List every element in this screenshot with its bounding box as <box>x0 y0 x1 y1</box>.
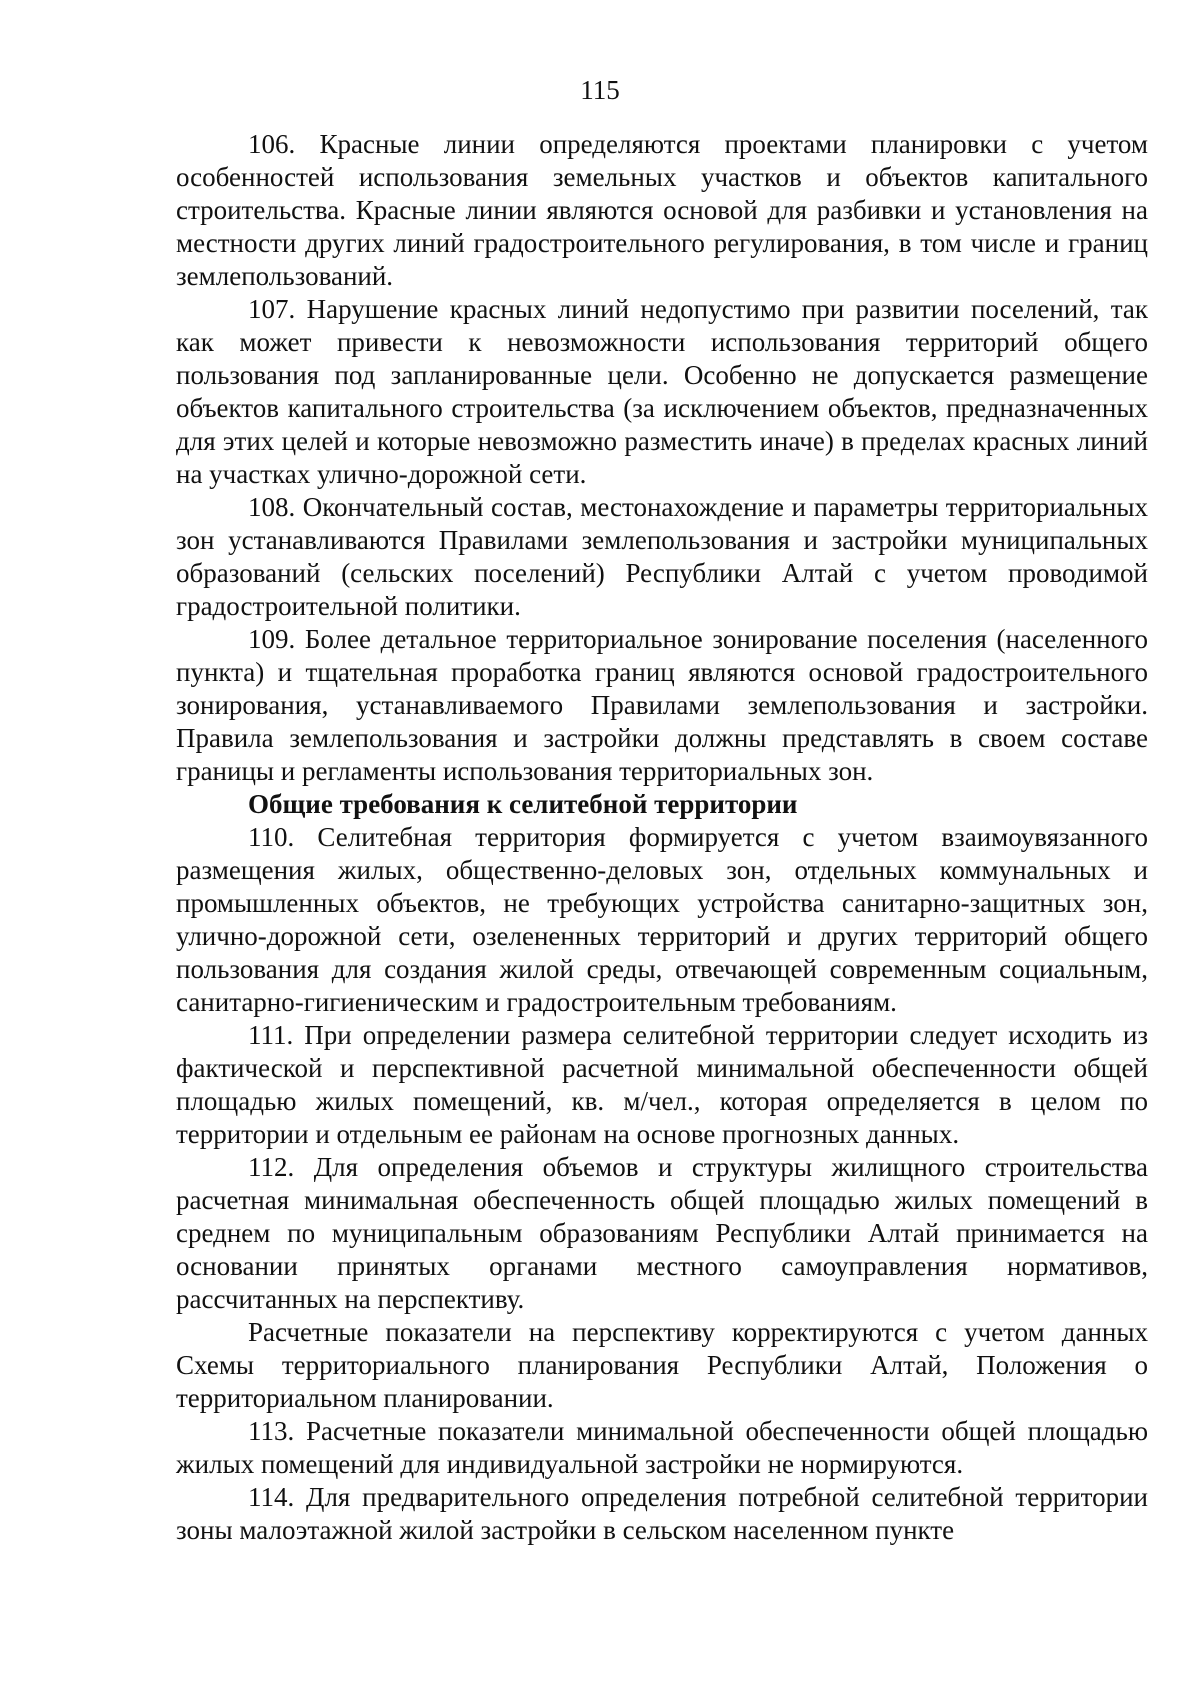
section-heading: Общие требования к селитебной территории <box>248 789 798 819</box>
paragraph-106: 106. Красные линии определяются проектами планировки с учетом особенностей использования земельных участков и объектов капитального строительства. Красные линии являются основой для разбивки и установления на местности других линий градостроительного регулирования, в том числе и границ землепользований. <box>176 129 1148 291</box>
paragraph-107: 107. Нарушение красных линий недопустимо при развитии поселений, так как может привести к невозможности использования территорий общего пользования под запланированные цели. Особенно не допускается размещение объектов капитального строительства (за исключением объектов, предназначенных для этих целей и которые невозможно разместить иначе) в пределах красных линий на участках улично-дорожной сети. <box>176 294 1148 489</box>
paragraph-109: 109. Более детальное территориальное зонирование поселения (населенного пункта) и тщательная проработка границ являются основой градостроительного зонирования, устанавливаемого Правилами землепользования и застройки. Правила землепользования и застройки должны представлять в своем составе границы и регламенты использования территориальных зон. <box>176 624 1148 786</box>
paragraph-112: 112. Для определения объемов и структуры жилищного строительства расчетная минимальная обеспеченность общей площадью жилых помещений в среднем по муниципальным образованиям Республики Алтай принимается на основании принятых органами местного самоуправления нормативов, рассчитанных на перспективу. <box>176 1152 1148 1314</box>
page-number: 115 <box>580 75 620 105</box>
paragraph-113: 113. Расчетные показатели минимальной обеспеченности общей площадью жилых помещений для индивидуальной застройки не нормируются. <box>176 1416 1148 1479</box>
paragraph-111: 111. При определении размера селитебной территории следует исходить из фактической и перспективной расчетной минимальной обеспеченности общей площадью жилых помещений, кв. м/чел., которая определяется в целом по территории и отдельным ее районам на основе прогнозных данных. <box>176 1020 1148 1149</box>
paragraph-114: 114. Для предварительного определения потребной селитебной территории зоны малоэтажной жилой застройки в сельском населенном пункте <box>176 1482 1148 1545</box>
paragraph-112-continued: Расчетные показатели на перспективу корректируются с учетом данных Схемы территориального планирования Республики Алтай, Положения о территориальном планировании. <box>176 1317 1148 1413</box>
document-body <box>176 128 1148 1547</box>
paragraph-110: 110. Селитебная территория формируется с учетом взаимоувязанного размещения жилых, общественно-деловых зон, отдельных коммунальных и промышленных объектов, не требующих устройства санитарно-защитных зон, улично-дорожной сети, озелененных территорий и других территорий общего пользования для создания жилой среды, отвечающей современным социальным, санитарно-гигиеническим и градостроительным требованиям. <box>176 822 1148 1017</box>
paragraph-108: 108. Окончательный состав, местонахождение и параметры территориальных зон устанавливаются Правилами землепользования и застройки муниципальных образований (сельских поселений) Республики Алтай с учетом проводимой градостроительной политики. <box>176 492 1148 621</box>
